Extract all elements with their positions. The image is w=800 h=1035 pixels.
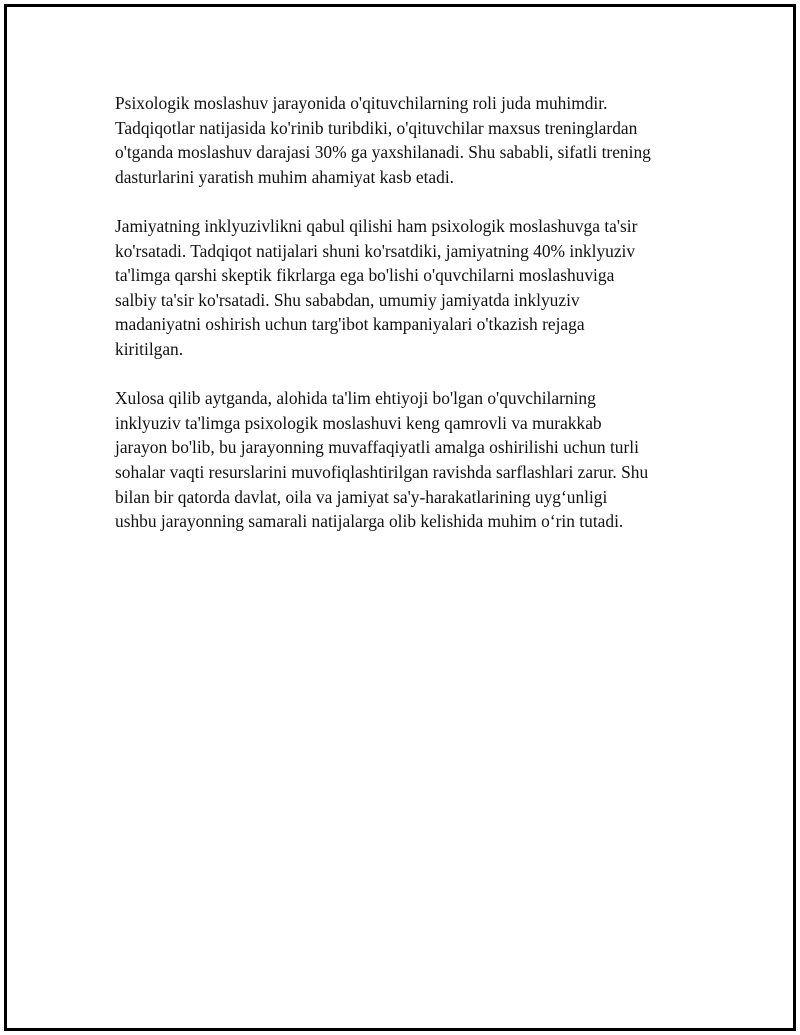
paragraph-society-inclusion: Jamiyatning inklyuzivlikni qabul qilishi ham psixologik moslashuvga ta'sir ko'rsatadi. Tadqiqot natijalari shuni ko'rsatdiki, jamiyatning 40% inklyuziv ta'limga qarshi skeptik fikrlarga ega bo'lishi o'quvchilarni moslashuviga salbiy ta'sir ko'rsatadi. Shu sababdan, umumiy jamiyatda inklyuziv madaniyatni oshirish uchun targ'ibot kampaniyalari o'tkazish rejaga kiritilgan. (115, 215, 638, 359)
paragraph-teacher-role: Psixologik moslashuv jarayonida o'qituvchilarning roli juda muhimdir. Tadqiqotlar natijasida ko'rinib turibdiki, o'qituvchilar maxsus treninglardan o'tganda moslashuv darajasi 30% ga yaxshilanadi. Shu sababli, sifatli trening dasturlarini yaratish muhim ahamiyat kasb etadi. (115, 93, 651, 187)
document-body (115, 91, 695, 558)
paragraph-conclusion: Xulosa qilib aytganda, alohida ta'lim ehtiyoji bo'lgan o'quvchilarning inklyuziv ta'limga psixologik moslashuvi keng qamrovli va murakkab jarayon bo'lib, bu jarayonning muvaffaqiyatli amalga oshirilishi uchun turli sohalar vaqti resurslarini muvofiqlashtirilgan ravishda sarflashlari zarur. Shu bilan bir qatorda davlat, oila va jamiyat sa'y-harakatlarining uyg‘unligi ushbu jarayonning samarali natijalarga olib kelishida muhim o‘rin tutadi. (115, 388, 649, 532)
